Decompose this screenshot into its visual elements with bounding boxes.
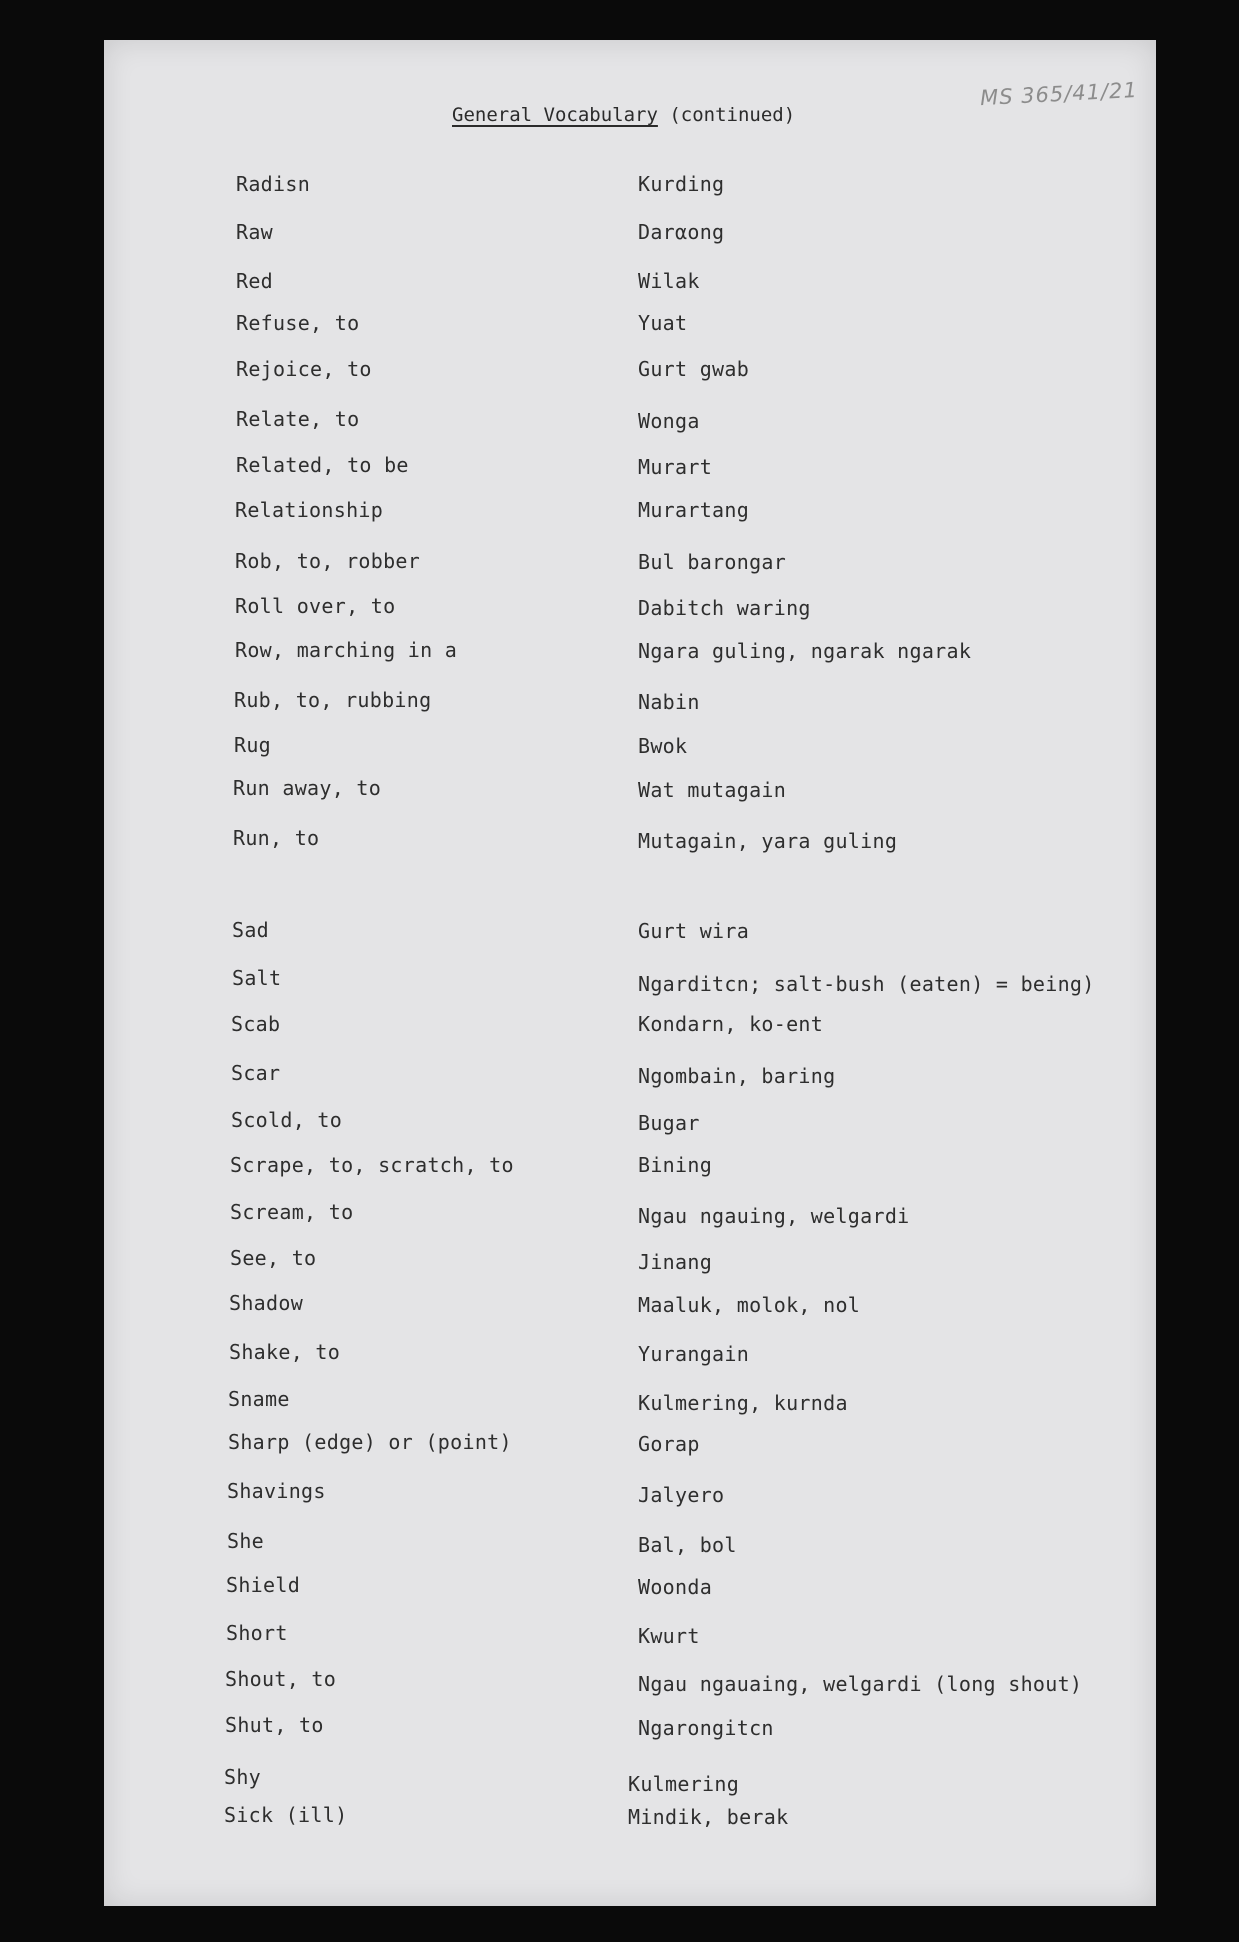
term: Shadow — [229, 1291, 304, 1315]
translation: Ngau ngauaing, welgardi (long shout) — [638, 1672, 1083, 1696]
term: Sick (ill) — [224, 1803, 348, 1827]
term: Related, to be — [236, 453, 409, 477]
translation: Yuat — [638, 311, 688, 335]
translation: Kurding — [638, 172, 725, 196]
term: Red — [236, 269, 274, 293]
term: Sname — [228, 1387, 290, 1411]
translation: Gurt wira — [638, 919, 750, 943]
term: Run, to — [233, 826, 320, 850]
translation: Maaluk, molok, nol — [638, 1293, 861, 1317]
archive-reference: MS 365/41/21 — [979, 77, 1139, 111]
translation: Kwurt — [638, 1624, 700, 1648]
term: She — [227, 1529, 265, 1553]
translation: Wat mutagain — [638, 778, 787, 802]
term: Row, marching in a — [235, 638, 458, 662]
term: Roll over, to — [235, 594, 396, 618]
term: Relate, to — [236, 407, 360, 431]
translation: Dabitch waring — [638, 596, 811, 620]
translation: Bining — [638, 1153, 713, 1177]
term: Rejoice, to — [236, 357, 372, 381]
translation: Nabin — [638, 690, 700, 714]
term: Shield — [226, 1573, 301, 1597]
term: Scream, to — [230, 1200, 354, 1224]
term: Sharp (edge) or (point) — [228, 1430, 512, 1454]
term: Raw — [236, 220, 274, 244]
term: Shake, to — [229, 1340, 341, 1364]
translation: Wilak — [638, 269, 700, 293]
translation: Gorap — [638, 1432, 700, 1456]
title-main: General Vocabulary — [452, 104, 658, 126]
translation: Kulmering — [628, 1772, 740, 1796]
term: Sad — [232, 918, 270, 942]
term: Radisn — [236, 172, 311, 196]
translation: Yurangain — [638, 1342, 750, 1366]
term: Short — [226, 1621, 288, 1645]
term: Rub, to, rubbing — [234, 688, 432, 712]
term: Salt — [232, 966, 282, 990]
term: Shut, to — [225, 1713, 324, 1737]
term: Relationship — [235, 498, 384, 522]
translation: Darαong — [638, 220, 725, 244]
term: Shy — [224, 1765, 262, 1789]
term: Refuse, to — [236, 311, 360, 335]
term: Scab — [231, 1012, 281, 1036]
translation: Ngau ngauing, welgardi — [638, 1204, 910, 1228]
translation: Woonda — [638, 1575, 713, 1599]
term: See, to — [230, 1246, 317, 1270]
translation: Ngombain, baring — [638, 1064, 836, 1088]
translation: Ngara guling, ngarak ngarak — [638, 639, 972, 663]
translation: Mindik, berak — [628, 1805, 789, 1829]
translation: Murart — [638, 455, 713, 479]
translation: Ngarongitcn — [638, 1716, 774, 1740]
term: Rug — [234, 733, 272, 757]
term: Scrape, to, scratch, to — [230, 1153, 514, 1177]
translation: Kondarn, ko-ent — [638, 1012, 824, 1036]
translation: Bwok — [638, 734, 688, 758]
translation: Jalyero — [638, 1483, 725, 1507]
translation: Murartang — [638, 498, 750, 522]
term: Shavings — [227, 1479, 326, 1503]
translation: Bul barongar — [638, 550, 787, 574]
translation: Ngarditcn; salt-bush (eaten) = being) — [638, 972, 1095, 996]
title-suffix: (continued) — [669, 104, 796, 126]
translation: Gurt gwab — [638, 357, 750, 381]
translation: Wonga — [638, 409, 700, 433]
translation: Bugar — [638, 1111, 700, 1135]
translation: Bal, bol — [638, 1533, 737, 1557]
translation: Kulmering, kurnda — [638, 1391, 848, 1415]
term: Shout, to — [225, 1667, 337, 1691]
term: Rob, to, robber — [235, 549, 421, 573]
term: Run away, to — [233, 776, 382, 800]
translation: Mutagain, yara guling — [638, 829, 898, 853]
term: Scar — [231, 1061, 281, 1085]
translation: Jinang — [638, 1250, 713, 1274]
term: Scold, to — [231, 1108, 343, 1132]
